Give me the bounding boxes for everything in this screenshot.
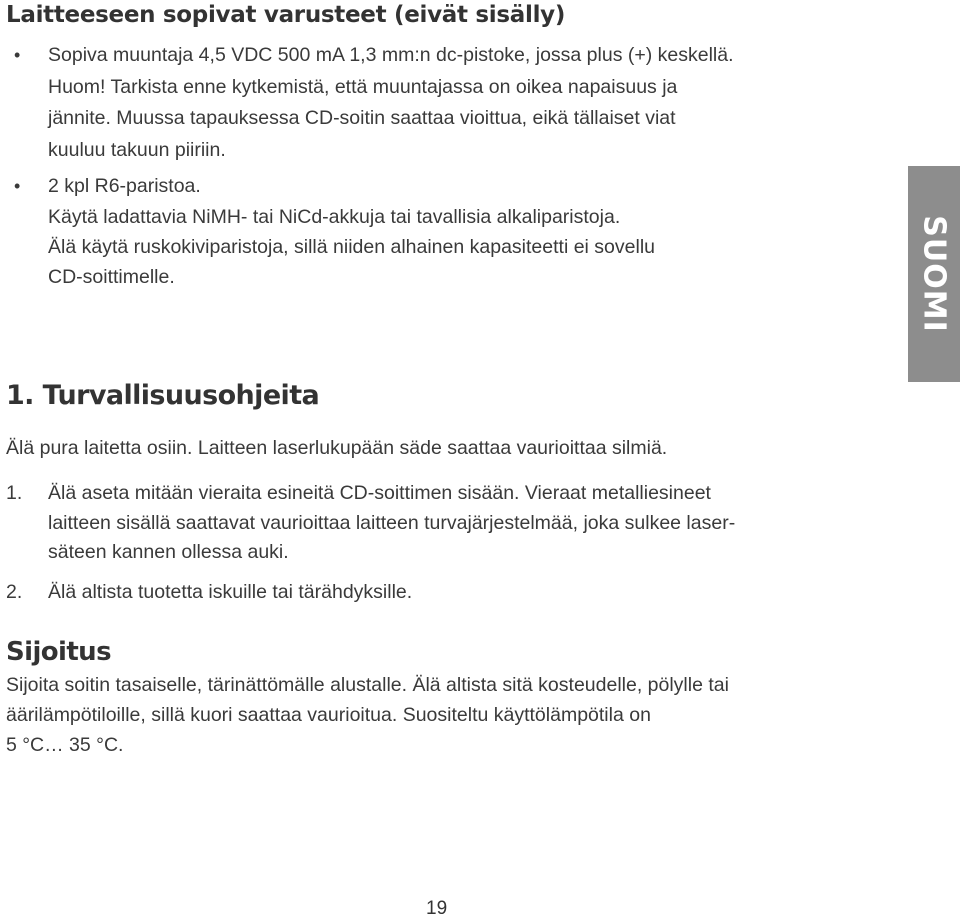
placement-line-3: 5 °C… 35 °C. [6, 734, 124, 756]
battery-line-2: Käytä ladattavia NiMH- tai NiCd-akkuja tai tavallisia alkaliparistoja. [48, 206, 621, 228]
adapter-line-1: Sopiva muuntaja 4,5 VDC 500 mA 1,3 mm:n dc-pistoke, jossa plus (+) keskellä. [48, 44, 734, 66]
bullet-marker: • [14, 45, 21, 65]
safety-item-number: 1. [6, 482, 23, 504]
placement-line-2: äärilämpötiloille, sillä kuori saattaa vaurioitua. Suositeltu käyttölämpötila on [6, 704, 651, 726]
safety-item-2-line-1: Älä altista tuotetta iskuille tai tärähdyksille. [48, 581, 413, 603]
adapter-line-4: kuuluu takuun piiriin. [48, 139, 226, 161]
safety-intro: Älä pura laitetta osiin. Laitteen laserlukupään säde saattaa vaurioittaa silmiä. [6, 437, 668, 459]
placement-heading: Sijoitus [6, 637, 111, 667]
safety-item-1-line-1: Älä aseta mitään vieraita esineitä CD-soittimen sisään. Vieraat metalliesineet [48, 482, 711, 504]
language-side-tab [908, 166, 960, 382]
adapter-line-2: Huom! Tarkista enne kytkemistä, että muuntajassa on oikea napaisuus ja [48, 76, 678, 98]
page-number: 19 [426, 898, 448, 919]
bullet-marker: • [14, 176, 21, 196]
adapter-line-3: jännite. Muussa tapauksessa CD-soitin saattaa vioittua, eikä tällaiset viat [48, 107, 676, 129]
language-tab-label: SUOMI [916, 215, 952, 333]
safety-heading: 1. Turvallisuusohjeita [6, 380, 320, 411]
safety-item-1-line-2: laitteen sisällä saattavat vaurioittaa laitteen turvajärjestelmää, joka sulkee laser- [48, 512, 736, 534]
safety-item-number: 2. [6, 581, 23, 603]
battery-line-1: 2 kpl R6-paristoa. [48, 175, 201, 197]
battery-line-4: CD-soittimelle. [48, 266, 175, 288]
safety-item-1-line-3: säteen kannen ollessa auki. [48, 541, 289, 563]
placement-line-1: Sijoita soitin tasaiselle, tärinättömälle alustalle. Älä altista sitä kosteudelle, pölylle tai [6, 674, 729, 696]
battery-line-3: Älä käytä ruskokiviparistoja, sillä niiden alhainen kapasiteetti ei sovellu [48, 236, 655, 258]
accessories-heading: Laitteeseen sopivat varusteet (eivät sisälly) [6, 2, 566, 28]
